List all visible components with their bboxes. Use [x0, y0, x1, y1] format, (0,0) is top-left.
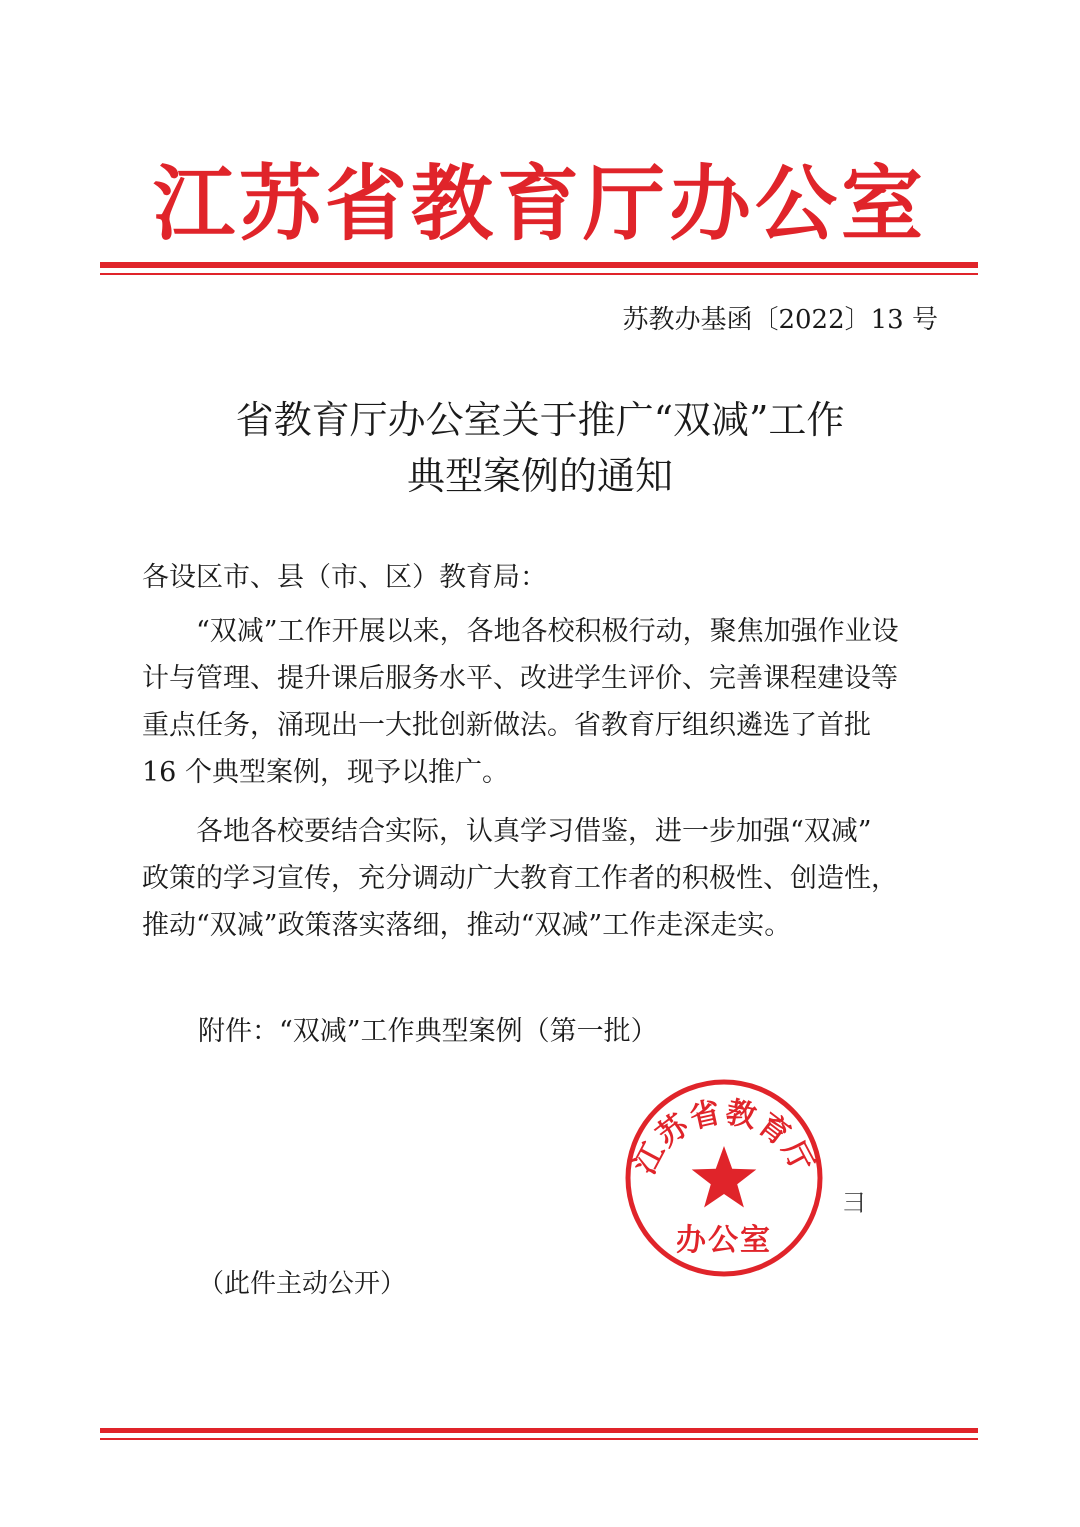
- svg-text:办公室: 办公室: [676, 1223, 772, 1258]
- paragraph-line: 政策的学习宣传，充分调动广大教育工作者的积极性、创造性，: [142, 863, 898, 894]
- paragraph-line: 计与管理、提升课后服务水平、改进学生评价、完善课程建设等: [142, 663, 898, 694]
- paragraph-line: 各地各校要结合实际，认真学习借鉴，进一步加强“双减”: [142, 816, 872, 847]
- letterhead-title: 江苏省教育厅办公室: [152, 157, 927, 252]
- footer-rule-thin: [100, 1438, 978, 1440]
- footer-rule-thick: [100, 1428, 978, 1433]
- official-seal: [624, 1078, 824, 1278]
- paragraph-line: 16 个典型案例，现予以推广。: [142, 757, 509, 788]
- paragraph-line: 推动“双减”政策落实落细，推动“双减”工作走深走实。: [142, 910, 792, 941]
- document-number: 苏教办基函〔2022〕13 号: [622, 305, 938, 335]
- paragraph-line: “双减”工作开展以来，各地各校积极行动，聚焦加强作业设: [142, 616, 899, 647]
- document-title-line-1: 省教育厅办公室关于推广“双减”工作: [235, 398, 845, 442]
- attachment-line: 附件：“双减”工作典型案例（第一批）: [198, 1016, 658, 1047]
- body-paragraph-2: [142, 808, 942, 949]
- document-title-line-2: 典型案例的通知: [406, 454, 673, 498]
- public-disclosure-note: （此件主动公开）: [198, 1269, 407, 1299]
- document-title: [0, 392, 1080, 504]
- body-paragraph-1: [142, 608, 942, 796]
- header-rule-thick: [100, 262, 978, 268]
- seal-star-icon: [692, 1146, 757, 1208]
- stray-glyph: 彐: [842, 1189, 866, 1217]
- salutation: 各设区市、县（市、区）教育局：: [142, 562, 547, 593]
- svg-text:江苏省教育厅: 江苏省教育厅: [627, 1094, 821, 1180]
- header-rule-thin: [100, 273, 978, 275]
- paragraph-line: 重点任务，涌现出一大批创新做法。省教育厅组织遴选了首批: [142, 710, 871, 741]
